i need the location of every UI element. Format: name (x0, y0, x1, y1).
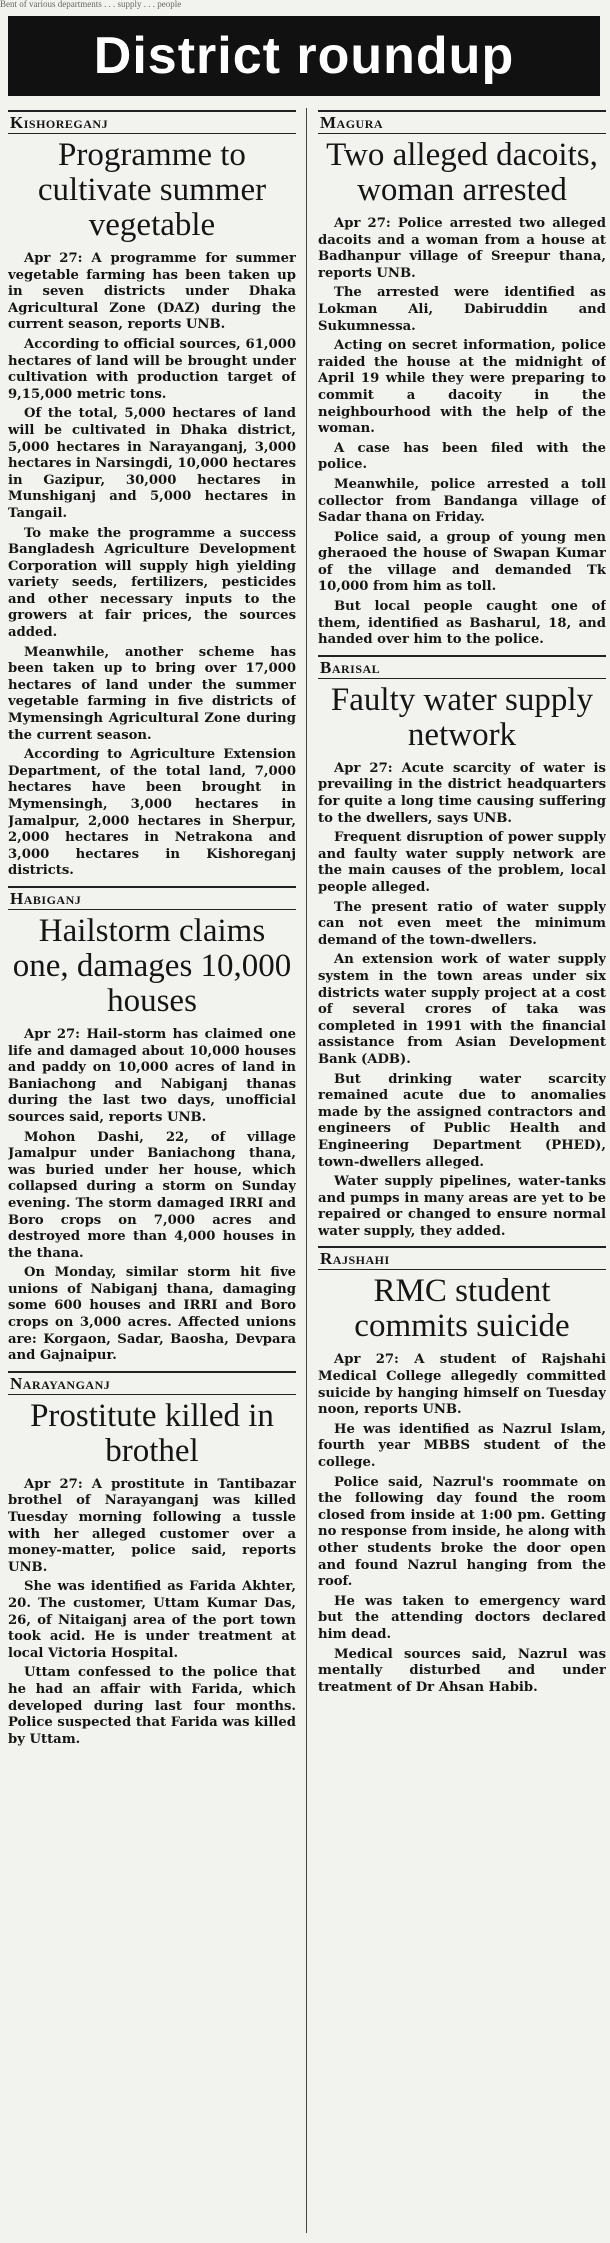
story-paragraph: Medical sources said, Nazrul was mentally disturbed and under treatment of Dr Ahsan Habib. (318, 1646, 606, 1695)
story-dateline: Narayanganj (8, 1371, 296, 1395)
story-paragraph: Apr 27: Hail-storm has claimed one life and damaged about 10,000 houses and paddy on 10,000 acres of land in Baniachong and Nabiganj thanas during the last two days, unofficial sources said, reports UNB. (8, 1026, 296, 1125)
story-paragraph: Apr 27: A prostitute in Tantibazar brothel of Narayanganj was killed Tuesday morning following a tussle with her alleged customer over a money-matter, police said, reports UNB. (8, 1476, 296, 1575)
story-dateline: Rajshahi (318, 1246, 606, 1270)
story-paragraph: On Monday, similar storm hit five unions of Nabiganj thana, damaging some 600 houses and IRRI and Boro crops on 3,000 acres. Affected unions are: Korgaon, Sadar, Baosha, Devpara and Gajnaipur. (8, 1265, 296, 1364)
story-paragraph: Apr 27: Police arrested two alleged dacoits and a woman from a house at Badhanpur village of Sreepur thana, reports UNB. (318, 216, 606, 281)
story-paragraph: Police said, a group of young men gheraoed the house of Swapan Kumar of the village and demanded Tk 10,000 from him as toll. (318, 529, 606, 595)
story-barisal (318, 655, 606, 1241)
story-paragraph: He was taken to emergency ward but the attending doctors declared him dead. (318, 1593, 606, 1642)
story-paragraph: The present ratio of water supply can not even meet the minimum demand of the town-dwellers. (318, 899, 606, 948)
page-title: District roundup (8, 16, 600, 96)
story-paragraph: An extension work of water supply system in the town areas under six districts water supply project at a cost of several crores of taka was completed in 1991 with the financial assistance from Asian Development Bank (ADB). (318, 952, 606, 1067)
story-paragraph: She was identified as Farida Akhter, 20. The customer, Uttam Kumar Das, 26, of Nitaiganj area of the port town took acid. He is under treatment at local Victoria Hospital. (8, 1579, 296, 1661)
story-paragraph: According to Agriculture Extension Department, of the total land, 7,000 hectares have been brought in Mymensingh, 3,000 hectares in Jamalpur, 2,000 hectares in Sherpur, 2,000 hectares in Netrakona and 3,000 hectares in Kishoreganj districts. (8, 747, 296, 879)
right-column (318, 110, 606, 2230)
story-paragraph: Acting on secret information, police raided the house at the midnight of April 19 while they were preparing to commit a dacoity in the neighbourhood with the help of the woman. (318, 338, 606, 437)
story-paragraph: Apr 27: A student of Rajshahi Medical College allegedly committed suicide by hanging himself on Tuesday noon, reports UNB. (318, 1352, 606, 1418)
story-paragraph: But drinking water scarcity remained acute due to anomalies made by the assigned contractors and engineers of Public Health and Engineering Department (PHED), town-dwellers alleged. (318, 1071, 606, 1170)
story-paragraph: Meanwhile, another scheme has been taken up to bring over 17,000 hectares of land under the summer vegetable farming in five districts of Mymensingh Agricultural Zone during the current season. (8, 644, 296, 743)
story-dateline: Habiganj (8, 886, 296, 910)
story-paragraph: Of the total, 5,000 hectares of land will be cultivated in Dhaka district, 5,000 hectares in Narayanganj, 3,000 hectares in Narsingdi, 10,000 hectares in Gazipur, 30,000 hectares in Munshiganj and 5,000 hectares in Tangail. (8, 406, 296, 521)
story-headline: Programme to cultivate summer vegetable (37, 137, 267, 243)
story-paragraph: According to official sources, 61,000 hectares of land will be brought under cultivation with production target of 9,15,000 metric tons. (8, 336, 296, 402)
story-dateline: Kishoreganj (8, 110, 296, 134)
story-paragraph: Water supply pipelines, water-tanks and pumps in many areas are yet to be repaired or changed to ensure normal water supply, they added. (318, 1174, 606, 1239)
story-headline: RMC student commits suicide (354, 1273, 570, 1345)
story-magura (318, 110, 606, 649)
story-dateline: Magura (318, 110, 606, 134)
story-habiganj (8, 886, 296, 1365)
story-paragraph: He was identified as Nazrul Islam, fourth year MBBS student of the college. (318, 1421, 606, 1471)
story-paragraph: Police said, Nazrul's roommate on the following day found the room closed from inside at 1:00 pm. Getting no response from inside, he along with other students broke the door open and found Nazrul hanging from the roof. (318, 1474, 606, 1590)
left-column (8, 110, 296, 2230)
story-paragraph: Meanwhile, police arrested a toll collector from Bandanga village of Sadar thana on Friday. (318, 476, 606, 526)
column-divider (306, 108, 307, 2233)
story-paragraph: Apr 27: Acute scarcity of water is prevailing in the district headquarters for quite a long time causing suffering to the dwellers, says UNB. (318, 760, 606, 826)
story-headline: Two alleged dacoits, woman arrested (326, 137, 598, 208)
top-strip-text: Bent of various departments . . . supply . . . people (0, 0, 182, 9)
story-headline: Hailstorm claims one, damages 10,000 houses (12, 912, 292, 1019)
story-paragraph: Frequent disruption of power supply and faulty water supply network are the main causes of the problem, local people alleged. (318, 830, 606, 895)
story-paragraph: Mohon Dashi, 22, of village Jamalpur under Baniachong thana, was buried under her house, which collapsed during a storm on Sunday evening. The storm damaged IRRI and Boro crops on 7,000 acres and destroyed more than 4,000 houses in the thana. (8, 1129, 296, 1261)
story-paragraph: Uttam confessed to the police that he had an affair with Farida, which developed during last four months. Police suspected that Farida was killed by Uttam. (8, 1665, 296, 1747)
story-kishoreganj (8, 110, 296, 880)
story-headline: Prostitute killed in brothel (30, 1397, 274, 1469)
story-headline: Faulty water supply network (330, 681, 594, 753)
story-narayanganj (8, 1371, 296, 1749)
story-rajshahi (318, 1246, 606, 1696)
story-paragraph: To make the programme a success Bangladesh Agriculture Development Corporation will supply high yielding variety seeds, fertilizers, pesticides and other necessary inputs to the growers at fair prices, the sources added. (8, 525, 296, 641)
story-dateline: Barisal (318, 655, 606, 679)
story-paragraph: Apr 27: A programme for summer vegetable farming has been taken up in seven districts under Dhaka Agricultural Zone (DAZ) during the current season, reports UNB. (8, 251, 296, 333)
story-paragraph: But local people caught one of them, identified as Basharul, 18, and handed over him to the police. (318, 599, 606, 648)
story-paragraph: The arrested were identified as Lokman Ali, Dabiruddin and Sukumnessa. (318, 285, 606, 334)
story-paragraph: A case has been filed with the police. (318, 440, 606, 473)
